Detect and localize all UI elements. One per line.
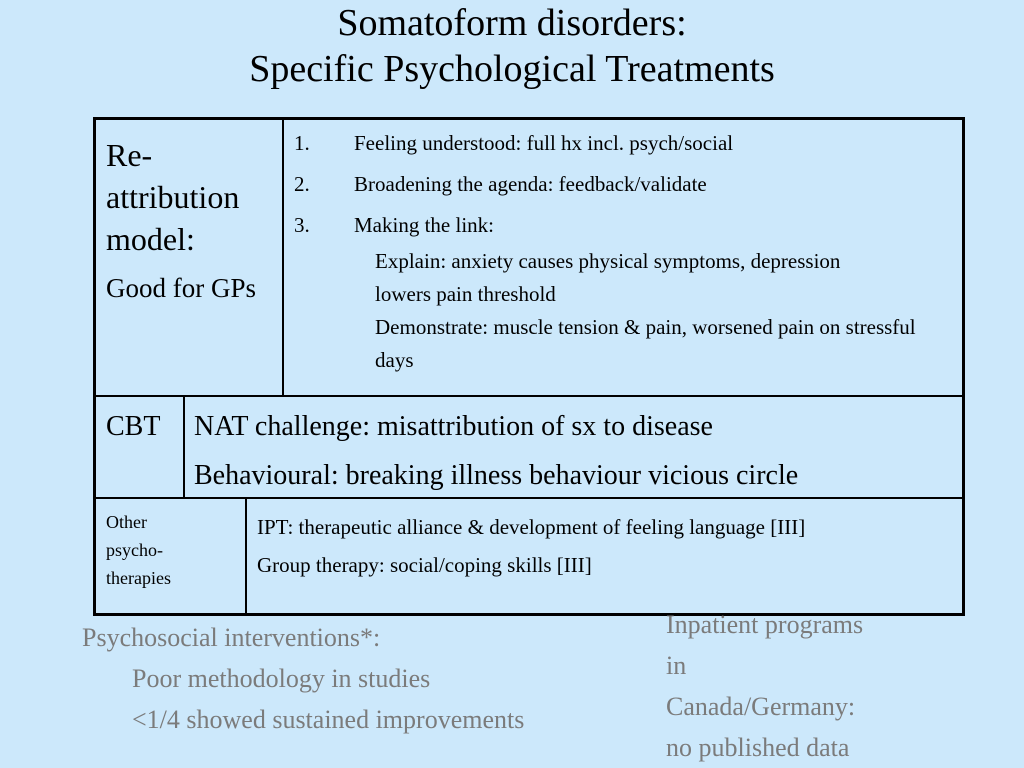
group-therapy-text: Group therapy: social/coping skills [III] [257,553,592,577]
list-item-number: 1. [294,131,310,155]
title-line-1: Somatoform disorders: [337,2,687,44]
table-row-other-therapies [96,499,962,613]
cbt-label-cell [96,397,185,497]
treatments-table [93,117,965,616]
other-therapies-label: Other psycho-therapies [106,512,171,588]
cbt-line-nat: NAT challenge: misattribution of sx to disease [194,411,713,442]
cbt-content-cell [185,397,962,497]
reattribution-content-cell [284,120,962,395]
list-item [294,171,952,197]
reattribution-subheading: Good for GPs [106,273,257,303]
title-line-2: Specific Psychological Treatments [249,48,775,90]
inpatient-line: Inpatient programs [666,610,864,639]
list-item [294,212,952,238]
list-item-number: 3. [294,213,310,237]
table-row-reattribution [96,120,962,397]
cbt-line-behavioural: Behavioural: breaking illness behaviour vicious circle [194,460,799,491]
reattribution-steps-list [294,130,952,238]
list-item-text: Feeling understood: full hx incl. psych/social [354,131,734,155]
inpatient-line: Canada/Germany: [666,692,856,721]
reattribution-label-cell [96,120,284,395]
psychosocial-note [82,617,524,740]
inpatient-line: no published data [666,733,850,762]
slide-title [0,0,1024,92]
psychosocial-heading: Psychosocial interventions*: [82,623,381,652]
inpatient-note [666,604,966,768]
inpatient-line: in [666,651,687,680]
ipt-text: IPT: therapeutic alliance & development of feeling language [III] [257,515,806,539]
psychosocial-point: Poor methodology in studies [132,664,431,693]
sub-point-explain: Explain: anxiety causes physical symptoms, depression lowers pain threshold [375,249,841,306]
cbt-label: CBT [106,411,161,442]
list-item-text: Broadening the agenda: feedback/validate [354,172,707,196]
sub-point-demonstrate: Demonstrate: muscle tension & pain, worsened pain on stressful days [375,315,916,372]
list-item-text: Making the link: [354,213,494,237]
list-item-number: 2. [294,172,310,196]
psychosocial-point: <1/4 showed sustained improvements [132,705,525,734]
other-therapies-content-cell [247,499,962,613]
table-row-cbt [96,397,962,499]
list-item [294,130,952,156]
other-therapies-label-cell [96,499,247,613]
reattribution-heading: Re-attribution model: [106,137,240,257]
